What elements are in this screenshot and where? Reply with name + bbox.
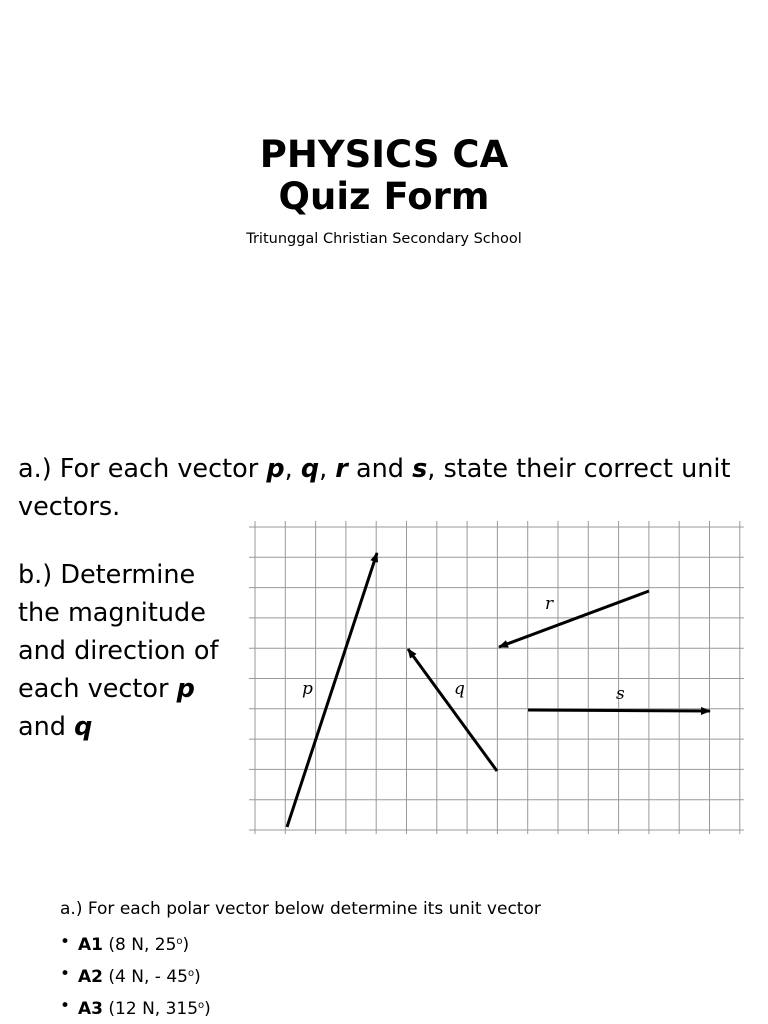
question-a-suffix: , state their correct unit vectors. (18, 454, 731, 522)
vector-s-arrow (528, 710, 710, 711)
vector-label-r: r (545, 594, 554, 614)
vector-name-p: p (266, 454, 285, 484)
vector-label-p: p (302, 679, 313, 699)
exercise-intro: a.) For each polar vector below determine its unit vector (60, 899, 541, 919)
vector-name-p: p (176, 674, 195, 704)
vector-q-arrow (408, 649, 497, 771)
degree-symbol: o (187, 968, 195, 979)
degree-symbol: o (176, 936, 183, 947)
separator: , (319, 454, 336, 484)
closing-paren: ) (182, 935, 190, 955)
closing-paren: ) (204, 999, 211, 1019)
question-b (18, 556, 243, 746)
vector-p-arrow (287, 553, 377, 827)
school-name: Tritunggal Christian Secondary School (246, 231, 522, 247)
question-a (18, 450, 758, 526)
vector-name-q: q (300, 454, 320, 484)
polar-vector-list (60, 928, 750, 1024)
vector-label-s: s (616, 684, 625, 704)
vector-id: A1 (78, 935, 103, 955)
closing-paren: ) (194, 967, 201, 987)
vector-r-arrow (499, 591, 649, 647)
separator: , (284, 454, 301, 484)
question-a-prefix: a.) For each vector (18, 454, 267, 484)
vector-name-q: q (74, 712, 93, 742)
vector-name-s: s (412, 454, 428, 484)
vector-value: (4 N, - 45 (103, 967, 188, 987)
page-subtitle: Quiz Form (278, 175, 490, 218)
polar-vector-exercise (60, 896, 750, 1024)
list-item (60, 928, 750, 960)
page-title: PHYSICS CA (259, 133, 509, 176)
vector-label-q: q (454, 679, 465, 699)
vector-value: (12 N, 315 (103, 999, 199, 1019)
vector-name-r: r (335, 454, 348, 484)
conjunction: and (18, 712, 75, 742)
grid-lines (249, 521, 744, 834)
degree-symbol: o (198, 1000, 205, 1011)
vector-grid-figure (247, 519, 747, 839)
conjunction: and (347, 454, 413, 484)
vector-value: (8 N, 25 (103, 935, 177, 955)
vector-id: A3 (78, 999, 103, 1019)
list-item (60, 992, 750, 1024)
vector-id: A2 (78, 967, 103, 987)
question-b-prefix: b.) Determine the magnitude and direction of each vector (18, 560, 219, 704)
list-item (60, 960, 750, 992)
